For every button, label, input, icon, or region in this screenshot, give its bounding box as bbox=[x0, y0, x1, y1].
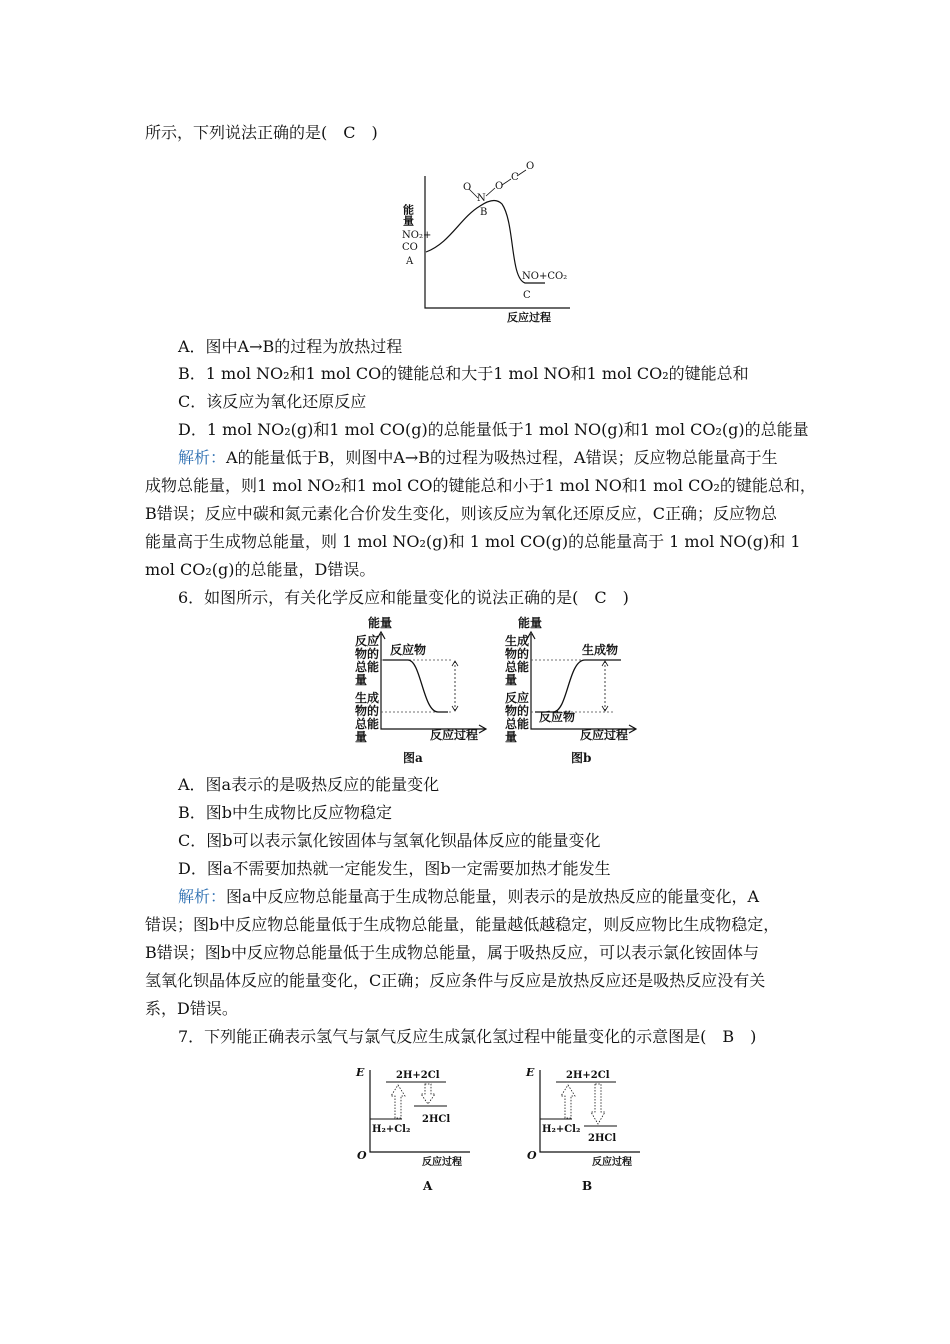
q7b-top: 2H+2Cl bbox=[566, 1070, 610, 1081]
q5-atom-o2: O bbox=[495, 181, 504, 192]
q6a-x-label: 反应过程 bbox=[430, 728, 479, 742]
q6-stem: 6．如图所示，有关化学反应和能量变化的说法正确的是( C ) bbox=[178, 588, 629, 607]
q7b-y-label: E bbox=[526, 1066, 535, 1079]
q6-analysis-line-3: B错误；图b中反应物总能量低于生成物总能量，属于吸热反应，可以表示氯化铵固体与 bbox=[145, 943, 760, 962]
q5-atom-c: C bbox=[511, 172, 519, 183]
svg-text:物的: 物的 bbox=[355, 647, 380, 661]
svg-text:量: 量 bbox=[505, 673, 518, 687]
q6-option-b: B．图b中生成物比反应物稳定 bbox=[178, 803, 393, 822]
q5-products: NO+CO₂ bbox=[522, 271, 568, 282]
svg-text:生成: 生成 bbox=[505, 634, 530, 648]
q6a-caption: 图a bbox=[403, 751, 423, 765]
q7b-origin: O bbox=[527, 1149, 537, 1162]
q5-point-b: B bbox=[480, 207, 488, 218]
svg-text:反应: 反应 bbox=[355, 634, 380, 648]
q6a-y-label: 能量 bbox=[368, 616, 393, 630]
svg-text:反应: 反应 bbox=[505, 691, 530, 705]
q6-analysis-line-2: 错误；图b中反应物总能量低于生成物总能量，能量越低越稳定，则反应物比生成物稳定， bbox=[145, 915, 780, 934]
q5-analysis-line-1: 解析：A的能量低于B，则图中A→B的过程为吸热过程，A错误；反应物总能量高于生 bbox=[178, 448, 778, 467]
svg-text:生成: 生成 bbox=[355, 691, 380, 705]
q6-analysis-line-4: 氢氧化钡晶体反应的能量变化，C正确；反应条件与反应是放热反应还是吸热反应没有关 bbox=[145, 971, 766, 990]
q5-analysis-line-3: B错误；反应中碳和氮元素化合价发生变化，则该反应为氧化还原反应，C正确；反应物总 bbox=[145, 504, 778, 523]
q6-option-c: C．图b可以表示氯化铵固体与氢氧化钡晶体反应的能量变化 bbox=[178, 831, 601, 850]
q7a-up-arrow bbox=[391, 1085, 405, 1118]
q7-figure-a bbox=[352, 1062, 482, 1197]
q6a-curve-label: 反应物 bbox=[390, 643, 427, 657]
q5-x-label: 反应过程 bbox=[507, 311, 551, 324]
q5-energy-diagram bbox=[400, 158, 590, 328]
q7-figure-b bbox=[522, 1062, 652, 1197]
q6b-curve-label-top: 生成物 bbox=[582, 643, 619, 657]
q7a-reactants: H₂+Cl₂ bbox=[372, 1124, 411, 1135]
q5-analysis-label: 解析： bbox=[178, 448, 227, 467]
svg-text:总能: 总能 bbox=[505, 717, 530, 731]
q6-analysis-line-5: 系，D错误。 bbox=[145, 999, 238, 1018]
q6b-caption: 图b bbox=[571, 751, 592, 765]
q6-figure-b bbox=[503, 614, 643, 769]
q6-analysis-label: 解析： bbox=[178, 887, 227, 906]
q7b-products: 2HCl bbox=[588, 1133, 617, 1144]
svg-text:总能: 总能 bbox=[505, 660, 530, 674]
q6-option-d: D．图a不需要加热就一定能发生，图b一定需要加热才能发生 bbox=[178, 859, 611, 878]
q6a-curve bbox=[383, 660, 448, 712]
q5-reactants-1: NO₂+ bbox=[402, 230, 432, 241]
svg-text:量: 量 bbox=[355, 730, 368, 744]
q7b-x-label: 反应过程 bbox=[592, 1157, 632, 1168]
svg-text:物的: 物的 bbox=[355, 704, 380, 718]
q5-option-b: B．1 mol NO₂和1 mol CO的键能总和大于1 mol NO和1 mol CO₂的键能总和 bbox=[178, 364, 749, 383]
q5-option-a: A．图中A→B的过程为放热过程 bbox=[178, 337, 403, 356]
q5-point-c: C bbox=[523, 290, 531, 301]
q7b-up-arrow bbox=[561, 1085, 575, 1118]
q5-reactants-2: CO bbox=[402, 242, 418, 253]
q7a-down-arrow bbox=[421, 1084, 435, 1104]
q6b-curve bbox=[535, 660, 621, 712]
q5-analysis-line-4: 能量高于生成物总能量，则 1 mol NO₂(g)和 1 mol CO(g)的总能量高于 1 mol NO(g)和 1 bbox=[145, 532, 801, 551]
q7a-y-label: E bbox=[356, 1066, 365, 1079]
q6b-curve-label-bottom: 反应物 bbox=[539, 710, 576, 724]
svg-text:量: 量 bbox=[505, 730, 518, 744]
q6-figure-a bbox=[353, 614, 493, 769]
svg-text:物的: 物的 bbox=[505, 704, 530, 718]
q6-option-a: A．图a表示的是吸热反应的能量变化 bbox=[178, 775, 440, 794]
q5-atom-o3: O bbox=[526, 161, 535, 172]
q5-option-c: C．该反应为氧化还原反应 bbox=[178, 392, 367, 411]
q6b-y-label: 能量 bbox=[518, 616, 543, 630]
q7b-caption: B bbox=[582, 1179, 593, 1193]
q7-stem: 7．下列能正确表示氢气与氯气反应生成氯化氢过程中能量变化的示意图是( B ) bbox=[178, 1027, 757, 1046]
q5-stem-tail: 所示，下列说法正确的是( C ) bbox=[145, 123, 378, 142]
q5-atom-n: N bbox=[477, 193, 486, 204]
q5-atom-o1: O bbox=[463, 182, 472, 193]
q7b-reactants: H₂+Cl₂ bbox=[542, 1124, 581, 1135]
q7a-products: 2HCl bbox=[422, 1114, 451, 1125]
q7a-caption: A bbox=[423, 1179, 433, 1193]
svg-text:总能: 总能 bbox=[355, 660, 380, 674]
q6b-x-label: 反应过程 bbox=[580, 728, 629, 742]
q7a-x-label: 反应过程 bbox=[422, 1157, 462, 1168]
q7a-origin: O bbox=[357, 1149, 367, 1162]
q7a-top: 2H+2Cl bbox=[396, 1070, 440, 1081]
svg-text:量: 量 bbox=[355, 673, 368, 687]
svg-text:总能: 总能 bbox=[355, 717, 380, 731]
q5-analysis-line-2: 成物总能量，则1 mol NO₂和1 mol CO的键能总和小于1 mol NO和1 mol CO₂的键能总和， bbox=[145, 476, 816, 495]
q7b-down-arrow bbox=[591, 1084, 605, 1124]
q5-y-label: 能量 bbox=[401, 204, 415, 226]
q5-point-a: A bbox=[406, 256, 414, 267]
q5-analysis-line-5: mol CO₂(g)的总能量，D错误。 bbox=[145, 560, 376, 579]
svg-text:物的: 物的 bbox=[505, 647, 530, 661]
q6-analysis-line-1: 解析：图a中反应物总能量高于生成物总能量，则表示的是放热反应的能量变化，A bbox=[178, 887, 760, 906]
q5-option-d: D．1 mol NO₂(g)和1 mol CO(g)的总能量低于1 mol NO(g)和1 mol CO₂(g)的总能量 bbox=[178, 420, 809, 439]
